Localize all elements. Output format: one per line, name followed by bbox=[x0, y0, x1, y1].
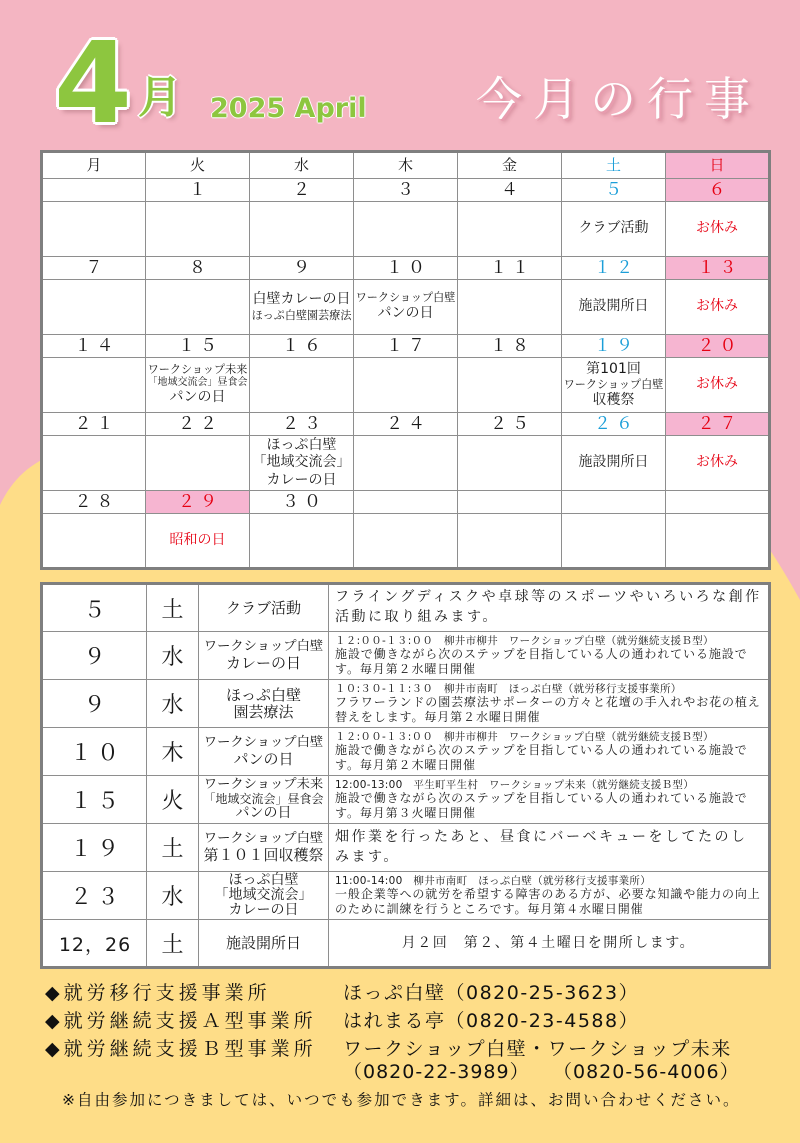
event-cell bbox=[666, 202, 770, 257]
schedule-description bbox=[329, 728, 770, 776]
event-cell bbox=[250, 514, 354, 569]
date-cell: ２１ bbox=[42, 413, 146, 436]
schedule-row bbox=[42, 872, 770, 920]
event-label: 第101回 bbox=[586, 360, 641, 377]
event-name-line: パンの日 bbox=[235, 804, 292, 821]
office-type-label: ◆就労継続支援Ａ型事業所 bbox=[45, 1010, 317, 1032]
schedule-date: ５ bbox=[42, 584, 147, 632]
schedule-weekday: 土 bbox=[147, 584, 199, 632]
event-label: お休み bbox=[696, 454, 738, 471]
schedule-weekday: 水 bbox=[147, 632, 199, 680]
event-name-line: ワークショップ白壁 bbox=[203, 831, 324, 847]
date-cell: ６ bbox=[666, 179, 770, 202]
schedule-table bbox=[40, 582, 771, 969]
event-label: 収穫祭 bbox=[592, 391, 635, 408]
event-label: パンの日 bbox=[377, 305, 434, 322]
event-row bbox=[42, 358, 770, 413]
date-cell bbox=[666, 491, 770, 514]
event-name-line: ワークショップ未来 bbox=[203, 777, 324, 793]
date-cell: ２ bbox=[250, 179, 354, 202]
event-time-place: １０:３０-１１:３０ 柳井市南町 ほっぷ白壁（就労移行支援事業所） bbox=[335, 682, 682, 695]
event-cell bbox=[42, 358, 146, 413]
date-cell bbox=[458, 491, 562, 514]
event-label: ワークショップ未来 bbox=[147, 363, 248, 377]
schedule-row bbox=[42, 632, 770, 680]
schedule-description bbox=[329, 584, 770, 632]
date-cell: ２８ bbox=[42, 491, 146, 514]
event-cell bbox=[666, 514, 770, 569]
schedule-weekday: 火 bbox=[147, 776, 199, 824]
event-cell bbox=[562, 514, 666, 569]
date-row bbox=[42, 413, 770, 436]
event-cell bbox=[562, 358, 666, 413]
event-name-line: ほっぷ白壁 bbox=[225, 686, 301, 705]
event-cell bbox=[42, 202, 146, 257]
weekday-header: 火 bbox=[146, 152, 250, 179]
event-cell bbox=[458, 436, 562, 491]
schedule-description bbox=[329, 632, 770, 680]
schedule-event-name bbox=[199, 584, 329, 632]
schedule-row bbox=[42, 824, 770, 872]
schedule-description bbox=[329, 920, 770, 968]
date-cell: ８ bbox=[146, 257, 250, 280]
event-name-line: 「地域交流会」 bbox=[214, 886, 313, 903]
event-time-place: １２:００-１３:００ 柳井市柳井 ワークショップ白壁（就労継続支援Ｂ型） bbox=[335, 634, 714, 647]
date-cell: ７ bbox=[42, 257, 146, 280]
event-time-place: 11:00-14:00 柳井市南町 ほっぷ白壁（就労移行支援事業所） bbox=[335, 874, 652, 887]
date-cell: ２０ bbox=[666, 335, 770, 358]
event-label: クラブ活動 bbox=[578, 220, 649, 237]
date-cell: ２４ bbox=[354, 413, 458, 436]
event-cell bbox=[666, 358, 770, 413]
event-cell bbox=[250, 436, 354, 491]
date-cell bbox=[562, 491, 666, 514]
event-cell bbox=[250, 202, 354, 257]
weekday-header-row bbox=[42, 152, 770, 179]
event-cell bbox=[250, 280, 354, 335]
date-cell: １２ bbox=[562, 257, 666, 280]
event-label: お休み bbox=[696, 298, 738, 315]
office-name-phone: はれまる亭（0820-23-4588） bbox=[343, 1010, 640, 1032]
event-label: 施設開所日 bbox=[578, 454, 649, 471]
event-label: カレーの日 bbox=[266, 471, 337, 488]
event-description-text: 施設で働きながら次のステップを目指している人の通われている施設です。毎月第２水曜日開催 bbox=[335, 647, 748, 676]
office-name-phone: ほっぷ白壁（0820-25-3623） bbox=[343, 982, 640, 1004]
weekday-header: 水 bbox=[250, 152, 354, 179]
schedule-weekday: 土 bbox=[147, 824, 199, 872]
event-label: ワークショップ白壁 bbox=[563, 378, 664, 392]
event-cell bbox=[458, 280, 562, 335]
date-row bbox=[42, 257, 770, 280]
event-cell bbox=[146, 280, 250, 335]
date-cell: １７ bbox=[354, 335, 458, 358]
date-cell: ４ bbox=[458, 179, 562, 202]
event-name-line: 施設開所日 bbox=[225, 933, 301, 952]
date-cell: １６ bbox=[250, 335, 354, 358]
schedule-event-name bbox=[199, 632, 329, 680]
schedule-event-name bbox=[199, 824, 329, 872]
event-time-place: 12:00-13:00 平生町平生村 ワークショップ未来（就労継続支援Ｂ型） bbox=[335, 778, 694, 791]
date-cell: ２３ bbox=[250, 413, 354, 436]
footer-note: ※自由参加につきましては、いつでも参加できます。詳細は、お問い合わせください。 bbox=[62, 1091, 741, 1109]
event-label: 「地域交流会」昼食会 bbox=[147, 376, 248, 388]
weekday-header: 月 bbox=[42, 152, 146, 179]
calendar-grid bbox=[40, 150, 771, 570]
weekday-header: 金 bbox=[458, 152, 562, 179]
date-row bbox=[42, 335, 770, 358]
event-row bbox=[42, 280, 770, 335]
event-cell bbox=[562, 280, 666, 335]
schedule-date: １０ bbox=[42, 728, 147, 776]
event-description-text: フライングディスクや卓球等のスポーツやいろいろな創作活動に取り組みます。 bbox=[335, 589, 762, 625]
weekday-header: 木 bbox=[354, 152, 458, 179]
date-cell: ２９ bbox=[146, 491, 250, 514]
schedule-weekday: 水 bbox=[147, 872, 199, 920]
schedule-date: １９ bbox=[42, 824, 147, 872]
event-cell bbox=[562, 202, 666, 257]
date-cell: ２５ bbox=[458, 413, 562, 436]
date-cell: ５ bbox=[562, 179, 666, 202]
calendar-body bbox=[42, 152, 770, 569]
event-label: ほっぷ白壁園芸療法 bbox=[251, 308, 352, 322]
date-cell: １１ bbox=[458, 257, 562, 280]
date-cell: １ bbox=[146, 179, 250, 202]
date-cell bbox=[42, 179, 146, 202]
event-cell bbox=[146, 436, 250, 491]
date-cell: １８ bbox=[458, 335, 562, 358]
date-cell: ３ bbox=[354, 179, 458, 202]
schedule-event-name bbox=[199, 776, 329, 824]
schedule-event-name bbox=[199, 728, 329, 776]
schedule-event-name bbox=[199, 920, 329, 968]
date-row bbox=[42, 491, 770, 514]
date-cell: ２６ bbox=[562, 413, 666, 436]
schedule-description bbox=[329, 872, 770, 920]
event-cell bbox=[562, 436, 666, 491]
event-name-line: カレーの日 bbox=[225, 653, 301, 672]
event-name-line: 「地域交流会」昼食会 bbox=[203, 791, 324, 806]
year-label: 2025 April bbox=[210, 93, 367, 124]
date-cell: ９ bbox=[250, 257, 354, 280]
date-cell: ３０ bbox=[250, 491, 354, 514]
event-name-line: 第１０１回収穫祭 bbox=[203, 845, 324, 864]
event-cell bbox=[42, 436, 146, 491]
date-cell: ２７ bbox=[666, 413, 770, 436]
event-row bbox=[42, 202, 770, 257]
weekday-header: 日 bbox=[666, 152, 770, 179]
event-cell bbox=[666, 436, 770, 491]
schedule-description bbox=[329, 680, 770, 728]
event-description-text: 畑作業を行ったあと、昼食にバーベキューをしてたのしみます。 bbox=[335, 828, 748, 865]
event-cell bbox=[250, 358, 354, 413]
event-cell bbox=[354, 202, 458, 257]
date-cell: １３ bbox=[666, 257, 770, 280]
event-cell bbox=[354, 358, 458, 413]
event-cell bbox=[42, 514, 146, 569]
event-description-text: フラワーランドの園芸療法サポーターの方々と花壇の手入れやお花の植え替えをします。毎月第２水曜日開催 bbox=[335, 695, 761, 724]
schedule-row bbox=[42, 920, 770, 968]
schedule-row bbox=[42, 584, 770, 632]
office-phone: （0820-22-3989） bbox=[343, 1061, 530, 1083]
date-cell: ２２ bbox=[146, 413, 250, 436]
schedule-event-name bbox=[199, 680, 329, 728]
office-name: ワークショップ白壁・ワークショップ未来 bbox=[343, 1038, 732, 1060]
schedule-weekday: 土 bbox=[147, 920, 199, 968]
event-label: お休み bbox=[696, 376, 738, 393]
office-type-label: ◆就労継続支援Ｂ型事業所 bbox=[45, 1038, 317, 1060]
event-cell bbox=[354, 514, 458, 569]
schedule-row bbox=[42, 680, 770, 728]
event-label: 白壁カレーの日 bbox=[252, 291, 351, 308]
schedule-description bbox=[329, 776, 770, 824]
event-label: 施設開所日 bbox=[578, 298, 649, 315]
page-title: 今月の行事 bbox=[476, 72, 761, 126]
event-description-text: 月２回 第２、第４土曜日を開所します。 bbox=[401, 934, 696, 951]
weekday-header: 土 bbox=[562, 152, 666, 179]
schedule-body bbox=[42, 584, 770, 968]
event-cell bbox=[42, 280, 146, 335]
event-label: ほっぷ白壁 bbox=[266, 436, 337, 453]
event-label: 「地域交流会」 bbox=[252, 454, 351, 471]
office-type-label: ◆就労移行支援事業所 bbox=[45, 982, 271, 1004]
schedule-event-name bbox=[199, 872, 329, 920]
schedule-date: 12，26 bbox=[42, 920, 147, 968]
event-cell bbox=[146, 202, 250, 257]
date-cell: １０ bbox=[354, 257, 458, 280]
date-cell: １９ bbox=[562, 335, 666, 358]
month-kanji: 月 bbox=[138, 72, 182, 123]
schedule-date: ９ bbox=[42, 632, 147, 680]
schedule-date: １５ bbox=[42, 776, 147, 824]
event-cell bbox=[458, 514, 562, 569]
schedule-date: ２３ bbox=[42, 872, 147, 920]
date-row bbox=[42, 179, 770, 202]
month-number: 4 bbox=[54, 19, 132, 149]
office-phone: （0820-56-4006） bbox=[553, 1061, 740, 1083]
schedule-weekday: 水 bbox=[147, 680, 199, 728]
event-description-text: 一般企業等への就労を希望する障害のある方が、必要な知識や能力の向上のために訓練を行うところです。毎月第４水曜日開催 bbox=[335, 887, 761, 916]
event-cell bbox=[146, 358, 250, 413]
event-row bbox=[42, 514, 770, 569]
date-cell: １４ bbox=[42, 335, 146, 358]
event-cell bbox=[666, 280, 770, 335]
event-cell bbox=[458, 202, 562, 257]
schedule-row bbox=[42, 728, 770, 776]
event-label: お休み bbox=[696, 220, 738, 237]
event-name-line: 園芸療法 bbox=[233, 702, 294, 721]
schedule-date: ９ bbox=[42, 680, 147, 728]
date-cell bbox=[354, 491, 458, 514]
event-name-line: ワークショップ白壁 bbox=[203, 639, 324, 655]
schedule-weekday: 木 bbox=[147, 728, 199, 776]
event-row bbox=[42, 436, 770, 491]
date-cell: １５ bbox=[146, 335, 250, 358]
event-name-line: カレーの日 bbox=[228, 902, 299, 919]
event-name-line: パンの日 bbox=[233, 749, 294, 768]
event-name-line: クラブ活動 bbox=[225, 598, 301, 617]
event-time-place: １２:００-１３:００ 柳井市柳井 ワークショップ白壁（就労継続支援Ｂ型） bbox=[335, 730, 714, 743]
schedule-row bbox=[42, 776, 770, 824]
event-description-text: 施設で働きながら次のステップを目指している人の通われている施設です。毎月第２木曜日開催 bbox=[335, 743, 748, 772]
event-cell bbox=[354, 436, 458, 491]
event-name-line: ワークショップ白壁 bbox=[203, 735, 324, 751]
event-cell bbox=[146, 514, 250, 569]
event-cell bbox=[354, 280, 458, 335]
event-description-text: 施設で働きながら次のステップを目指している人の通われている施設です。毎月第３火曜日開催 bbox=[335, 791, 748, 820]
event-cell bbox=[458, 358, 562, 413]
schedule-description bbox=[329, 824, 770, 872]
event-label: 昭和の日 bbox=[169, 531, 226, 548]
event-label: パンの日 bbox=[169, 389, 226, 406]
event-label: ワークショップ白壁 bbox=[355, 291, 456, 305]
event-name-line: ほっぷ白壁 bbox=[228, 871, 299, 888]
